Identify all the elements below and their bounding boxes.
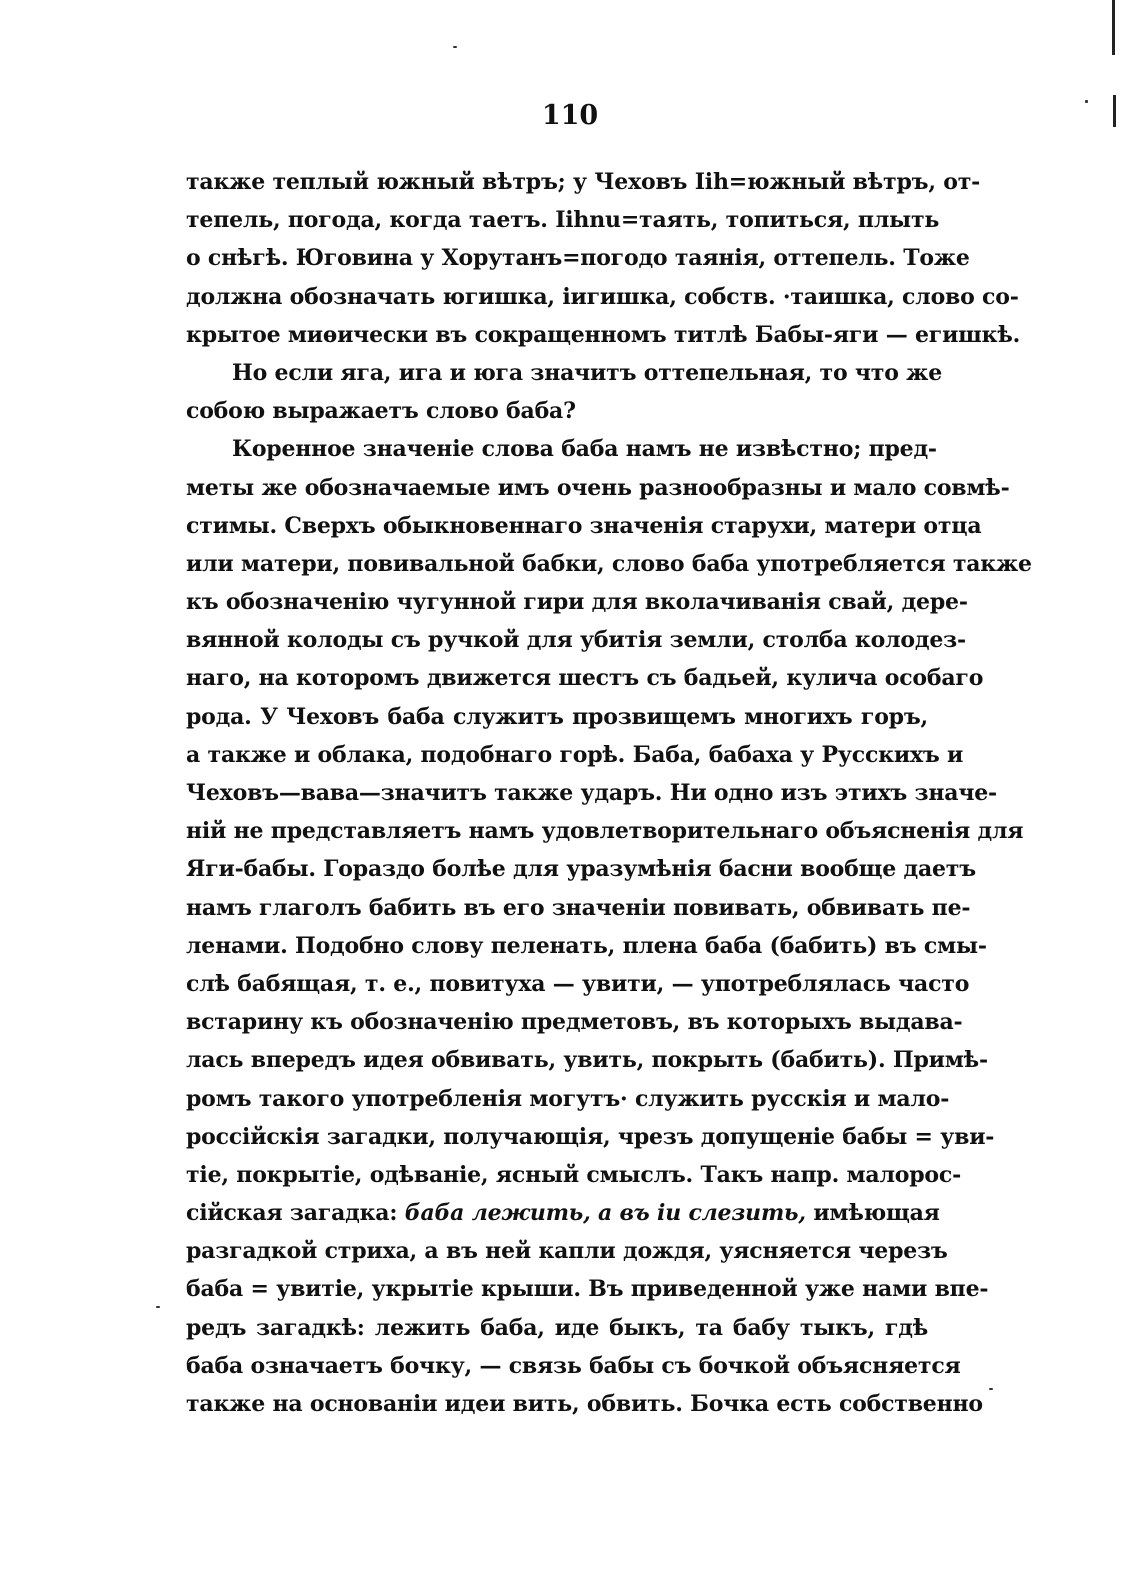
- text-line: Но если яга, ига и юга значитъ оттепельная, то что же: [232, 359, 942, 386]
- text-line: Коренное значеніе слова баба намъ не извѣстно; пред-: [232, 436, 937, 463]
- text-line: Яги-бабы. Гораздо болѣе для уразумѣнія басни вообще даетъ: [186, 856, 976, 883]
- riddle-italic: баба лежить, а въ іи слезить,: [404, 1200, 806, 1227]
- text-line: ній не представляетъ намъ удовлетворительнаго объясненія для: [186, 818, 1024, 845]
- text-line: разгадкой стриха, а въ ней капли дождя, уясняется черезъ: [186, 1238, 948, 1265]
- text-line: также на основаніи идеи вить, обвить. Бочка есть собственно: [186, 1391, 983, 1417]
- text-line: о снѣгѣ. Юговина у Хорутанъ=погодо таянія, оттепель. Тоже: [186, 245, 970, 272]
- text-line: должна обозначать югишка, іигишка, собств. ·таишка, слово со-: [186, 283, 1019, 310]
- text-line: баба означаетъ бочку, — связь бабы съ бочкой объясняется: [186, 1352, 961, 1379]
- scan-edge-mark: [1112, 0, 1115, 55]
- text-line: баба = увитіе, укрытіе крыши. Въ приведенной уже нами впе-: [186, 1276, 989, 1303]
- text-line: собою выражаетъ слово баба?: [186, 398, 576, 425]
- text-line: рода. У Чеховъ баба служитъ прозвищемъ многихъ горъ,: [186, 703, 928, 730]
- body-text: [186, 163, 1032, 1423]
- text-line: также теплый южный вѣтръ; у Чеховъ Iih=южный вѣтръ, от-: [186, 169, 981, 195]
- riddle-intro: сійская загадка:: [186, 1200, 398, 1227]
- riddle-line: [186, 1194, 940, 1232]
- text-line: или матери, повивальной бабки, слово баба употребляется также: [186, 550, 1032, 577]
- text-line: тепель, погода, когда таетъ. Iihnu=таять, топиться, плыть: [186, 207, 940, 234]
- text-line: слѣ бабящая, т. е., повитуха — увити, — употреблялась часто: [186, 970, 970, 997]
- scan-edge-mark: [1113, 95, 1116, 127]
- text-line: встарину къ обозначенію предметовъ, въ которыхъ выдава-: [186, 1009, 963, 1036]
- scan-speck: [989, 1388, 993, 1390]
- text-line: лась впередъ идея обвивать, увить, покрыть (бабить). Примѣ-: [186, 1047, 988, 1074]
- text-line: крытое миѳически въ сокращенномъ титлѣ Бабы-яги — егишкѣ.: [186, 321, 1021, 348]
- text-line: ромъ такого употребленія могутъ· служить русскія и мало-: [186, 1085, 950, 1112]
- text-line: Чеховъ—вава—значитъ также ударъ. Ни одно изъ этихъ значе-: [186, 780, 997, 806]
- text-line: а также и облака, подобнаго горѣ. Баба, бабаха у Русскихъ и: [186, 741, 964, 768]
- text-line: стимы. Сверхъ обыкновеннаго значенія старухи, матери отца: [186, 512, 982, 539]
- riddle-after: имѣющая: [813, 1200, 940, 1227]
- text-line: россійскія загадки, получающія, чрезъ допущеніе бабы = уви-: [186, 1123, 995, 1150]
- text-line: къ обозначенію чугунной гири для вколачиванія свай, дере-: [186, 589, 968, 616]
- text-line: наго, на которомъ движется шестъ съ бадьей, кулича особаго: [186, 665, 984, 692]
- scan-speck: [156, 1306, 160, 1308]
- text-line: меты же обозначаемые имъ очень разнообразны и мало совмѣ-: [186, 474, 1010, 501]
- text-line: вянной колоды съ ручкой для убитія земли, столба колодез-: [186, 627, 966, 654]
- scan-speck: [1085, 100, 1088, 103]
- text-line: редъ загадкѣ: лежить баба, иде быкъ, та бабу тыкъ, гдѣ: [186, 1314, 928, 1341]
- scan-speck: [453, 46, 457, 48]
- text-line: ленами. Подобно слову пеленать, плена баба (бабить) въ смы-: [186, 932, 987, 959]
- text-line: намъ глаголъ бабить въ его значеніи повивать, обвивать пе-: [186, 894, 971, 921]
- text-line: тіе, покрытіе, одѣваніе, ясный смыслъ. Такъ напр. малорос-: [186, 1161, 962, 1188]
- page-number: 110: [541, 100, 599, 131]
